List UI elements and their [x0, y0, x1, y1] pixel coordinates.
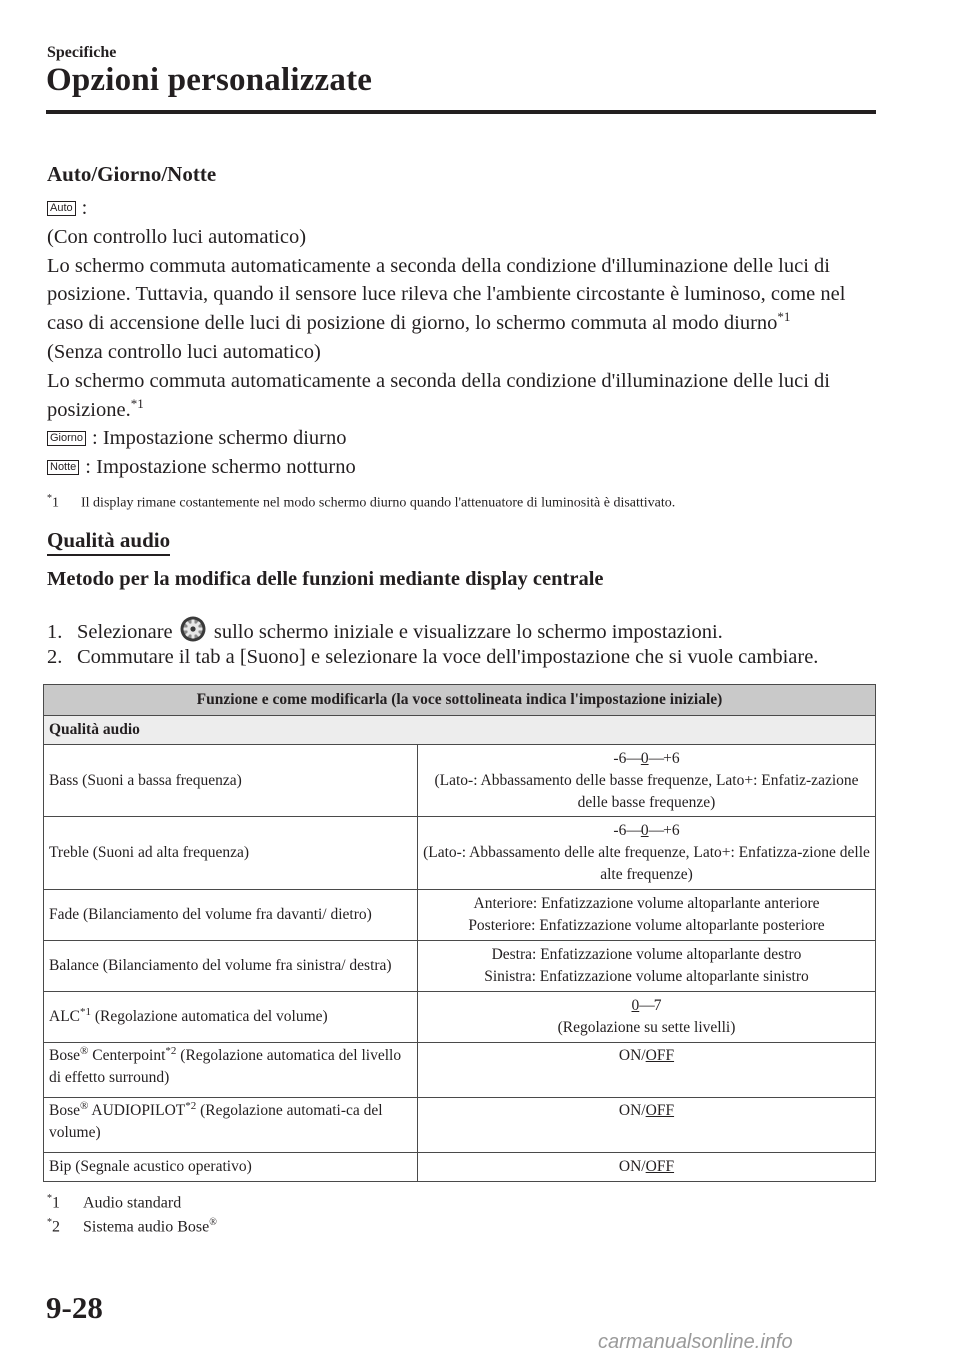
footnote-text: Il display rimane costantemente nel modo schermo diurno quando l'attenuatore di luminosità è disattivato.	[81, 495, 676, 511]
with-auto-lights-label: (Con controllo luci automatico)	[47, 225, 307, 248]
step-text: Selezionare	[77, 621, 173, 643]
label-text: (Regolazione automati-ca del volume)	[49, 1102, 383, 1141]
night-line	[47, 453, 877, 482]
range-max: 7	[653, 997, 662, 1014]
step-1	[47, 616, 723, 644]
alc-label-desc: (Regolazione automatica del volume)	[91, 1008, 328, 1025]
range-min: -6	[613, 749, 627, 767]
step-2	[47, 646, 818, 669]
step-number: 2.	[47, 646, 63, 668]
alc-label	[44, 992, 418, 1043]
auto-paragraph-2-text: Lo schermo commuta automaticamente a seconda della condizione d'illuminazione delle luci di posizione.	[47, 369, 830, 421]
day-tag: Giorno	[47, 431, 86, 446]
footnote-num: 1	[52, 495, 59, 511]
table-header: Funzione e come modificarla (la voce sottolineata indica l'impostazione iniziale)	[44, 685, 876, 716]
range-default: 0	[631, 997, 640, 1014]
settings-gear-icon	[180, 616, 206, 642]
registered-mark: ®	[209, 1217, 217, 1228]
fade-front: Anteriore: Enfatizzazione volume altoparlante anteriore	[473, 895, 820, 912]
auto-line	[47, 194, 877, 223]
table-group-row	[44, 716, 876, 745]
night-description: : Impostazione schermo notturno	[85, 456, 356, 479]
auto-paragraph-2	[47, 367, 877, 425]
label-text: Centerpoint	[88, 1047, 166, 1064]
label-text: Bose	[49, 1102, 80, 1119]
table-row	[44, 992, 876, 1043]
table-row	[44, 941, 876, 992]
table-footnote-1	[47, 1193, 181, 1212]
treble-description: (Lato-: Abbassamento delle alte frequenze, Lato+: Enfatizza-zione delle alte frequenze)	[423, 844, 870, 883]
alc-label-text: ALC	[49, 1008, 80, 1025]
audiopilot-label	[44, 1098, 418, 1153]
alc-value	[418, 992, 876, 1043]
footnote-ref: *1	[130, 395, 144, 411]
footnote-num: 2	[52, 1218, 60, 1236]
step-text: Commutare il tab a [Suono] e selezionare la voce dell'impostazione che si vuole cambiare.	[77, 646, 819, 668]
balance-value	[418, 941, 876, 992]
table-row	[44, 745, 876, 817]
table-row	[44, 1043, 876, 1098]
footnote-marker: *	[47, 1217, 52, 1228]
step-text: sullo schermo iniziale e visualizzare lo schermo impostazioni.	[213, 621, 723, 643]
method-subheading: Metodo per la modifica delle funzioni mediante display centrale	[47, 568, 604, 590]
bass-label: Bass (Suoni a bassa frequenza)	[44, 745, 418, 817]
table-row	[44, 1153, 876, 1182]
auto-paragraph-1	[47, 252, 877, 338]
auto-paragraph-1-text: Lo schermo commuta automaticamente a seconda della condizione d'illuminazione delle luci di posizione. Tuttavia, quando il sensore luce rileva che l'ambiente circostante è luminoso, come nel caso di accensione delle luci di posizione di giorno, lo schermo commuta al modo diurno	[47, 254, 846, 335]
centerpoint-value	[418, 1043, 876, 1098]
audio-quality-heading: Qualità audio	[47, 528, 170, 556]
watermark: carmanualsonline.info	[598, 1331, 793, 1353]
table-row	[44, 817, 876, 890]
footnote-text: Sistema audio Bose	[83, 1218, 210, 1236]
footnote-ref: *1	[80, 1005, 91, 1018]
option-on: ON/	[618, 1102, 646, 1119]
beep-label: Bip (Segnale acustico operativo)	[44, 1153, 418, 1182]
page-number: 9-28	[46, 1290, 103, 1325]
label-text: Bose	[49, 1047, 80, 1064]
footnote-ref: *2	[185, 1099, 197, 1112]
option-on: ON/	[618, 1158, 646, 1175]
auto-section-body	[47, 194, 877, 482]
registered-mark: ®	[80, 1099, 89, 1112]
range-max: +6	[663, 749, 680, 767]
alc-range: 0—7	[631, 997, 662, 1014]
night-tag: Notte	[47, 460, 79, 475]
step-number: 1.	[47, 621, 63, 643]
label-text: (Regolazione automatica del livello di effetto surround)	[49, 1047, 402, 1086]
table-group-label: Qualità audio	[44, 716, 876, 745]
footnote-text: Audio standard	[83, 1194, 182, 1212]
balance-right: Destra: Enfatizzazione volume altoparlante destro	[491, 946, 802, 963]
fade-label: Fade (Bilanciamento del volume fra davanti/ dietro)	[44, 890, 418, 941]
table-header-row	[44, 685, 876, 716]
day-line	[47, 424, 877, 453]
bass-description: (Lato-: Abbassamento delle basse frequenze, Lato+: Enfatiz-zazione delle basse frequenze)	[434, 771, 859, 811]
range-min: -6	[613, 822, 627, 839]
table-row	[44, 890, 876, 941]
section-label: Specifiche	[47, 44, 117, 61]
footnote-num: 1	[52, 1194, 60, 1212]
table-row	[44, 1098, 876, 1153]
audiopilot-value	[418, 1098, 876, 1153]
footnote-marker: *	[47, 493, 52, 504]
balance-label: Balance (Bilanciamento del volume fra sinistra/ destra)	[44, 941, 418, 992]
treble-value	[418, 817, 876, 890]
bass-range: -6—0—+6	[613, 749, 680, 767]
registered-mark: ®	[80, 1044, 89, 1057]
range-max: +6	[663, 822, 680, 839]
fade-value	[418, 890, 876, 941]
footnote-number	[47, 493, 81, 512]
option-off-default: OFF	[645, 1158, 675, 1175]
range-default: 0	[640, 749, 649, 767]
audio-settings-table	[43, 684, 876, 1182]
auto-day-night-heading: Auto/Giorno/Notte	[47, 162, 217, 186]
alc-description: (Regolazione su sette livelli)	[557, 1019, 736, 1036]
page-title: Opzioni personalizzate	[46, 62, 373, 98]
footnote-ref: *2	[165, 1044, 177, 1057]
footnote-number	[47, 1193, 83, 1212]
auto-colon: :	[81, 197, 88, 219]
centerpoint-label	[44, 1043, 418, 1098]
auto-footnote	[47, 493, 877, 512]
option-off-default: OFF	[645, 1102, 675, 1119]
table-footnote-2	[47, 1217, 217, 1236]
auto-tag: Auto	[47, 201, 76, 216]
fade-rear: Posteriore: Enfatizzazione volume altoparlante posteriore	[468, 917, 825, 934]
day-description: : Impostazione schermo diurno	[92, 427, 347, 450]
option-off-default: OFF	[645, 1047, 675, 1064]
range-default: 0	[640, 822, 649, 839]
footnote-marker: *	[47, 1193, 52, 1204]
label-text: AUDIOPILOT	[88, 1102, 186, 1119]
without-auto-lights-label: (Senza controllo luci automatico)	[47, 340, 321, 363]
beep-value	[418, 1153, 876, 1182]
treble-range: -6—0—+6	[613, 822, 680, 839]
option-on: ON/	[618, 1047, 646, 1064]
title-rule	[46, 110, 876, 114]
footnote-ref: *1	[777, 309, 791, 325]
footnote-number	[47, 1217, 83, 1236]
treble-label: Treble (Suoni ad alta frequenza)	[44, 817, 418, 890]
bass-value	[418, 745, 876, 817]
balance-left: Sinistra: Enfatizzazione volume altoparlante sinistro	[484, 968, 809, 985]
